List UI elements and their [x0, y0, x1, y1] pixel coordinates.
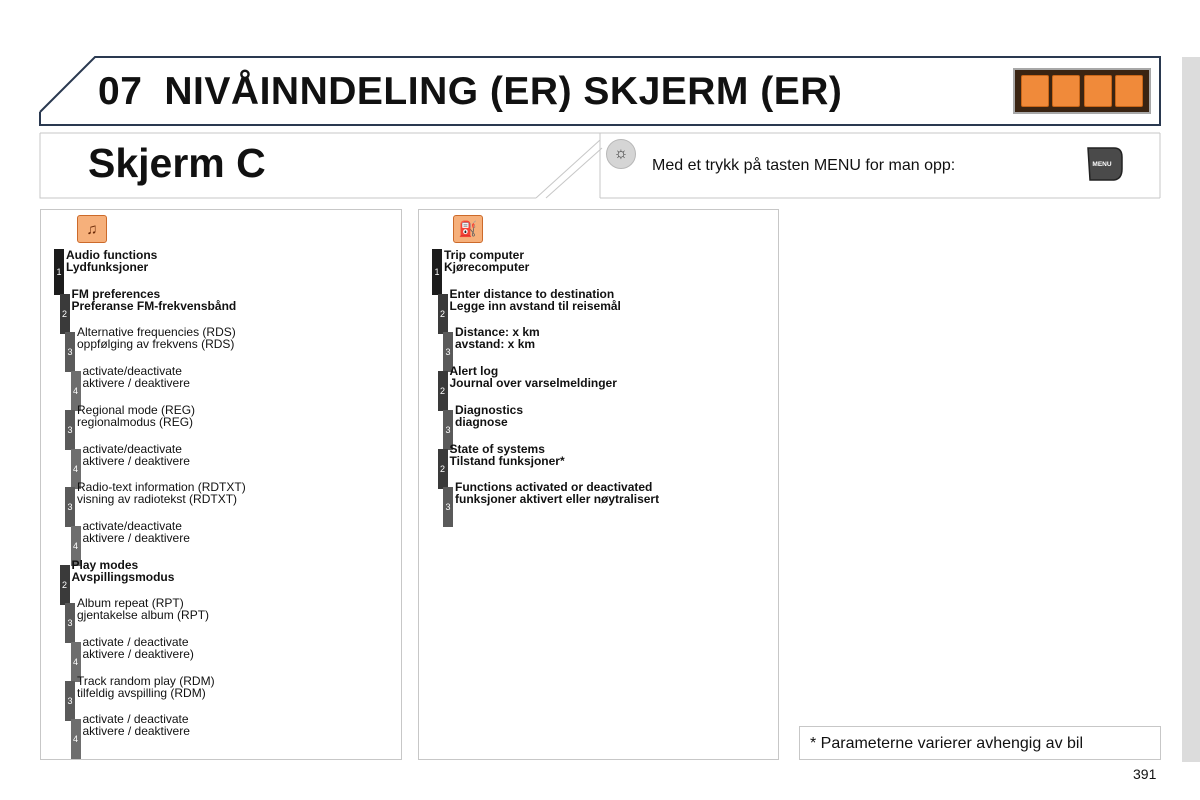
level-marker: 3: [65, 487, 75, 527]
menu-item-label-en: activate / deactivate: [82, 712, 189, 727]
menu-item-label-no: Lydfunksjoner: [66, 260, 149, 274]
menu-item-label-no: Tilstand funksjoner*: [449, 453, 565, 468]
menu-item-label: [83, 636, 194, 660]
menu-item-label: [77, 675, 215, 699]
menu-item-label: [77, 597, 209, 621]
menu-item-label: [450, 443, 565, 467]
audio-functions-icon: ♫: [77, 215, 107, 243]
level-marker: 3: [65, 410, 75, 450]
level-marker: 2: [60, 294, 70, 334]
menu-item-label-en: activate / deactivate: [82, 635, 189, 649]
menu-item-label-en: State of systems: [449, 441, 545, 456]
menu-item-label-en: activate/deactivate: [82, 364, 182, 379]
menu-item-label-no: tilfeldig avspilling (RDM): [77, 685, 206, 700]
footnote: * Parameterne varierer avhengig av bil: [799, 726, 1161, 760]
level-marker: 2: [438, 449, 448, 489]
menu-item-label: [83, 365, 190, 389]
menu-item-label-no: Legge inn avstand til reisemål: [449, 298, 621, 313]
menu-item-label: [72, 559, 175, 583]
menu-item-label: [72, 288, 237, 312]
level-marker: 4: [71, 371, 81, 411]
menu-item-label-en: Track random play (RDM): [77, 673, 215, 688]
display-cell-settings: [1084, 75, 1112, 107]
menu-item-label-no: diagnose: [455, 414, 508, 429]
level-marker: 3: [443, 487, 453, 527]
level-marker: 3: [443, 410, 453, 450]
chapter-heading: [98, 70, 842, 114]
menu-item-label: [455, 481, 659, 505]
menu-item-label-no: avstand: x km: [455, 337, 536, 352]
menu-item-label-no: regionalmodus (REG): [77, 414, 194, 429]
menu-item-label: [77, 481, 246, 505]
page-number: 391: [1133, 766, 1157, 782]
level-marker: 3: [65, 681, 75, 721]
level-marker: 4: [71, 642, 81, 682]
menu-key-icon: [1084, 145, 1126, 183]
menu-item-label: [455, 326, 540, 350]
menu-item-label-no: gjentakelse album (RPT): [77, 608, 210, 623]
instruction-text: Med et trykk på tasten MENU for man opp:: [652, 157, 956, 174]
menu-item-label-en: Audio functions: [66, 248, 158, 262]
chapter-number: 07: [98, 70, 143, 113]
light-bulb-icon: ☼: [606, 139, 636, 169]
menu-item-label: [83, 713, 190, 737]
menu-item-label-en: Enter distance to destination: [449, 286, 615, 301]
menu-item-label-no: funksjoner aktivert eller nøytralisert: [455, 492, 660, 507]
level-marker: 3: [65, 603, 75, 643]
menu-key-label: MENU: [1092, 161, 1112, 168]
level-marker: 4: [71, 526, 81, 566]
page-edge-strip: [1182, 57, 1200, 762]
menu-item-label-no: aktivere / deaktivere: [82, 376, 190, 391]
menu-item-label-no: Preferanse FM-frekvensbånd: [71, 298, 237, 313]
menu-item-label: [83, 520, 190, 544]
trip-computer-panel: [418, 209, 779, 760]
level-marker: 2: [438, 371, 448, 411]
display-cell-trip: [1052, 75, 1080, 107]
menu-item-label-en: Alert log: [449, 364, 499, 379]
menu-item-label-en: Distance: x km: [455, 325, 540, 340]
menu-item-label: [77, 326, 236, 350]
menu-item-label: [83, 443, 190, 467]
menu-item-label-no: aktivere / deaktivere: [82, 724, 190, 739]
display-cell-phone: [1115, 75, 1143, 107]
menu-item-label-no: visning av radiotekst (RDTXT): [77, 492, 238, 507]
menu-item-label-no: aktivere / deaktivere: [82, 530, 190, 545]
menu-item-label-no: aktivere / deaktivere: [82, 453, 190, 468]
audio-functions-panel: [40, 209, 402, 760]
level-marker: 4: [71, 719, 81, 759]
level-marker: 3: [443, 332, 453, 372]
menu-item-label-en: Album repeat (RPT): [77, 596, 184, 611]
level-marker: 4: [71, 449, 81, 489]
level-marker: 3: [65, 332, 75, 372]
menu-item-label-en: activate/deactivate: [82, 518, 182, 533]
chapter-title: NIVÅINNDELING (ER) SKJERM (ER): [164, 70, 843, 113]
menu-item-label-en: Regional mode (REG): [77, 402, 196, 417]
menu-item-label: [450, 365, 617, 389]
menu-item-label-en: Diagnostics: [455, 402, 524, 417]
menu-item-label-en: activate/deactivate: [82, 441, 182, 456]
menu-item-label-no: oppfølging av frekvens (RDS): [77, 337, 235, 352]
menu-item-label: [455, 404, 523, 428]
screen-title: Skjerm C: [88, 140, 266, 186]
menu-item-label: [450, 288, 621, 312]
menu-item-label-en: FM preferences: [71, 286, 161, 301]
menu-item-label-no: Avspillingsmodus: [71, 569, 175, 584]
menu-item-label-no: Kjørecomputer: [444, 260, 530, 274]
menu-item-label-en: Functions activated or deactivated: [455, 480, 653, 495]
trip-computer-icon: ⛽: [453, 215, 483, 243]
menu-item-label: [77, 404, 195, 428]
display-menu-icon: [1013, 68, 1151, 114]
menu-item-label: [444, 249, 529, 273]
menu-item-label-no: aktivere / deaktivere): [82, 647, 194, 661]
menu-item-label-en: Radio-text information (RDTXT): [77, 480, 246, 495]
display-cell-audio: [1021, 75, 1049, 107]
level-marker: 2: [438, 294, 448, 334]
level-marker: 2: [60, 565, 70, 605]
level-marker: 1: [54, 249, 64, 295]
menu-item-label-no: Journal over varselmeldinger: [449, 376, 617, 391]
menu-item-label-en: Trip computer: [444, 248, 525, 262]
menu-item-label-en: Play modes: [71, 557, 139, 572]
menu-item-label-en: Alternative frequencies (RDS): [77, 325, 236, 340]
level-marker: 1: [432, 249, 442, 295]
menu-item-label: [66, 249, 157, 273]
